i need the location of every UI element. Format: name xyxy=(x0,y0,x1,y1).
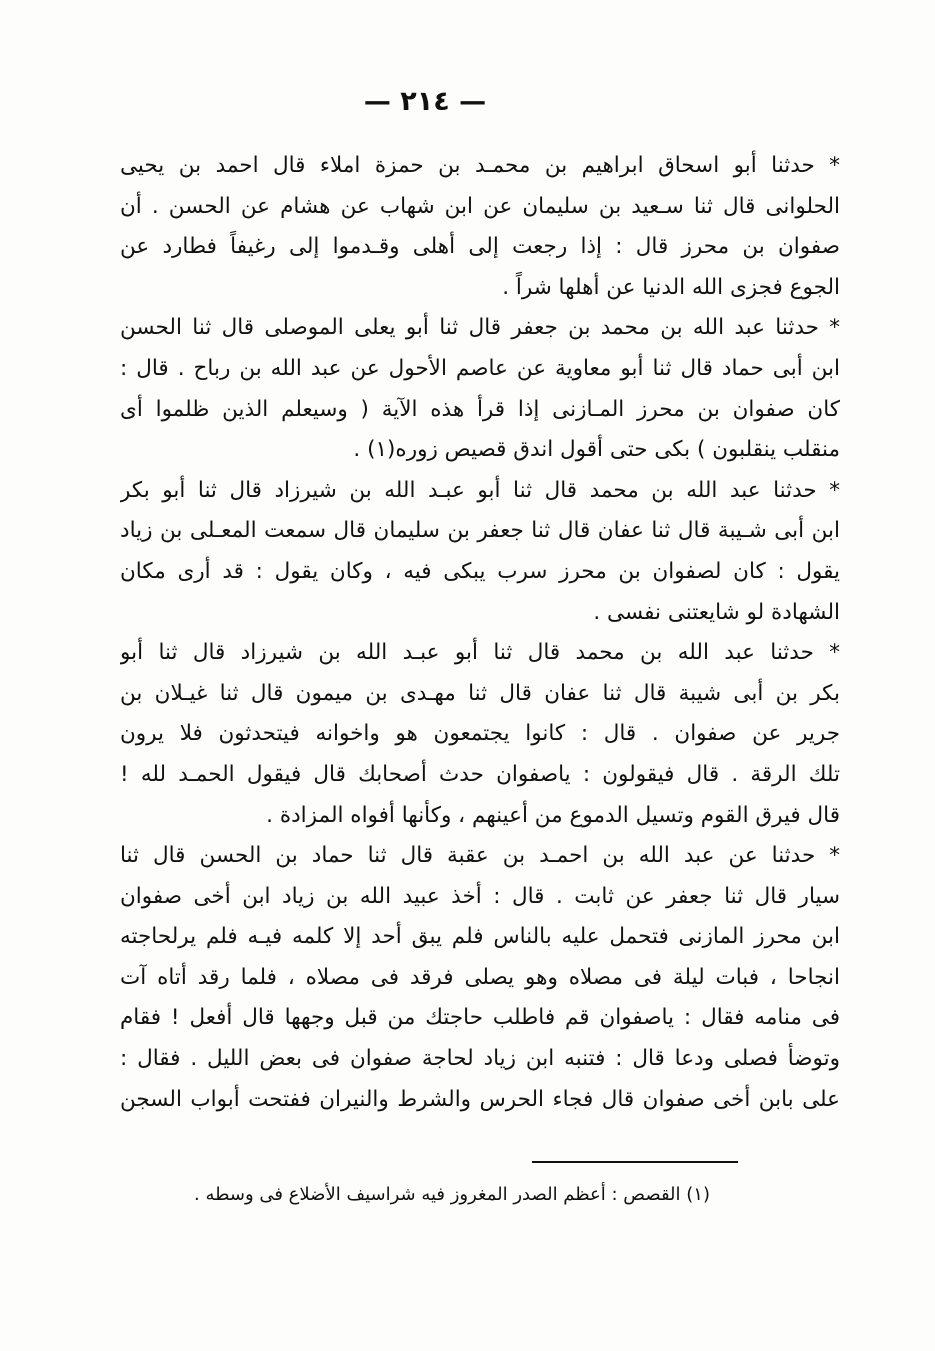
paragraph xyxy=(120,471,840,633)
text-line: الشهادة لو شايعتنى نفسى . xyxy=(593,599,840,625)
text-line: بكر بن أبى شيبة قال ثنا عفان قال ثنا مهـدى بن ميمون قال ثنا غيـلان بن xyxy=(120,680,840,706)
text-line: فى منامه فقال : ياصفوان قم فاطلب حاجتك من قبل وجهها قال أفعل ! فقام xyxy=(120,1005,840,1031)
text-line: على بابن أخى صفوان قال فجاء الحرس والشرط والنيران ففتحت أبواب السجن xyxy=(120,1086,840,1112)
footnote: (١) القصص : أعظم الصدر المغروز فيه شراسيف الأضلاع فى وسطه . xyxy=(194,1184,710,1205)
text-line: * حدثنا عبد الله بن محمد قال ثنا أبو عبـد الله بن شيرزاد قال ثنا أبو بكر xyxy=(120,477,840,503)
footnote-divider xyxy=(532,1161,738,1163)
paragraph xyxy=(120,836,840,1120)
paragraph xyxy=(120,146,840,308)
text-line: الحلوانى قال ثنا سـعيد بن سليمان عن ابن شهاب عن هشام عن الحسن . أن xyxy=(120,193,840,219)
text-line: * حدثنا أبو اسحاق ابراهيم بن محمـد بن حمزة املاء قال احمد بن يحيى xyxy=(120,153,840,178)
text-line: سيار قال ثنا جعفر عن ثابت . قال : أخذ عبيد الله بن زياد ابن أخى صفوان xyxy=(120,883,840,909)
text-line: * حدثنا عن عبد الله بن احمـد بن عقبة قال ثنا حماد بن الحسن قال ثنا xyxy=(120,843,840,869)
text-line: قال فيرق القوم وتسيل الدموع من أعينهم ، وكأنها أفواه المزادة . xyxy=(266,802,840,828)
text-line: ابن أبى حماد قال ثنا أبو معاوية عن عاصم الأحول عن عبد الله بن رباح . قال : xyxy=(120,355,840,381)
page-number: — ٢١٤ — xyxy=(363,86,487,117)
text-line: ابن محرز المازنى فتحمل عليه بالناس فلم يبق أحد إلا كلمه فيـه فلم يرلحاجته xyxy=(120,924,840,950)
paragraph xyxy=(120,633,840,836)
text-line: صفوان بن محرز قال : إذا رجعت إلى أهلى وقـدموا إلى رغيفاً فطارد عن xyxy=(120,234,840,260)
text-line: منقلب ينقلبون ) بكى حتى أقول اندق قصيص زوره(١) . xyxy=(353,437,840,463)
text-line: جرير عن صفوان . قال : كانوا يجتمعون هو واخوانه فيتحدثون فلا يرون xyxy=(120,721,840,747)
text-line: الجوع فجزى الله الدنيا عن أهلها شراً . xyxy=(502,274,840,300)
text-line: تلك الرقة . قال فيقولون : ياصفوان حدث أصحابك قال فيقول الحمـد لله ! xyxy=(120,761,840,787)
text-line: ابن أبى شـيبة قال ثنا عفان قال ثنا جعفر بن سليمان قال سمعت المعـلى بن زياد xyxy=(120,518,840,544)
text-line: وتوضأ فصلى ودعا قال : فتنبه ابن زياد لحاجة صفوان فى بعض الليل . فقال : xyxy=(120,1046,840,1072)
text-line: * حدثنا عبد الله بن محمد بن جعفر قال ثنا أبو يعلى الموصلى قال ثنا الحسن xyxy=(120,315,840,341)
text-line: * حدثنا عبد الله بن محمد قال ثنا أبو عبـد الله بن شيرزاد قال ثنا أبو xyxy=(120,640,840,666)
main-text xyxy=(120,146,840,1120)
text-line: انجاحا ، فبات ليلة فى مصلاه وهو يصلى فرقد فى مصلاه ، فلما رقد أتاه آت xyxy=(120,964,840,990)
text-line: كان صفوان بن محرز المـازنى إذا قرأ هذه الآية ( وسيعلم الذين ظلموا أى xyxy=(120,396,840,422)
text-line: يقول : كان لصفوان بن محرز سرب يبكى فيه ، وكان يقول : قد أرى مكان xyxy=(120,558,840,584)
paragraph xyxy=(120,308,840,470)
